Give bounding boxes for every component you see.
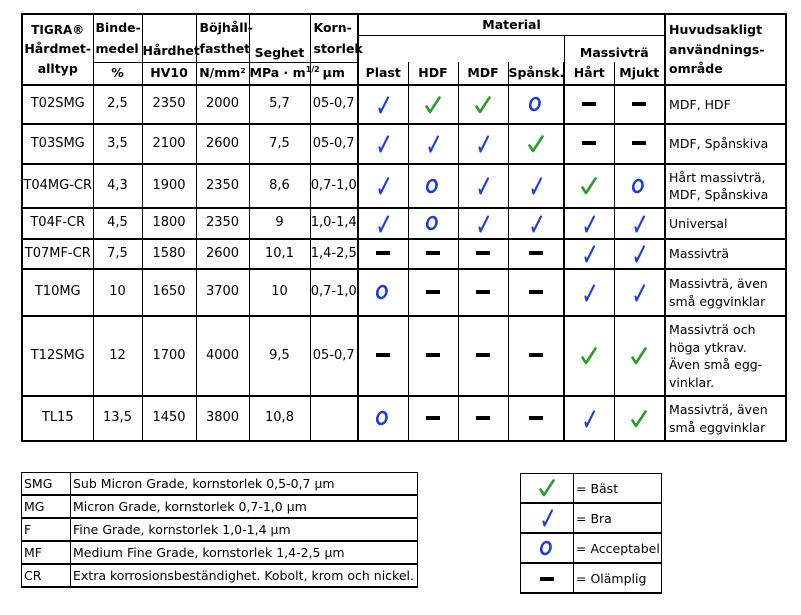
suitability-plastic-cell: [358, 239, 408, 269]
suitability-mdf-cell: [458, 124, 508, 164]
suitability-soft-wood-cell: [614, 164, 665, 208]
acceptable-circle-icon: [426, 178, 440, 194]
good-check-icon: [529, 177, 543, 195]
binder-cell: 4,5: [93, 208, 142, 239]
tigra-grade-table: [21, 13, 787, 442]
acceptable-circle-icon: [376, 410, 390, 426]
grain-size-cell: 05-0,7: [310, 85, 358, 124]
symbol-legend-label: = Bra: [576, 510, 612, 526]
bending-strength-cell: 2000: [196, 85, 249, 124]
abbreviation-code: F: [22, 518, 71, 541]
suitability-soft-wood-cell: [614, 269, 665, 316]
header-material-hdf: HDF: [408, 62, 458, 85]
usage-cell: [665, 239, 786, 269]
suitability-hard-wood-cell: [564, 269, 614, 316]
suitability-mdf-cell: [458, 269, 508, 316]
unsuitable-dash-icon: [476, 251, 490, 255]
best-check-icon: [581, 177, 597, 195]
usage-cell: [665, 269, 786, 316]
abbreviation-code: SMG: [22, 473, 71, 496]
abbreviation-legend: [21, 472, 418, 588]
toughness-cell: 9: [249, 208, 310, 239]
bending-strength-cell: 2600: [196, 239, 249, 269]
suitability-chipboard-cell: [508, 269, 564, 316]
header-usage-line1: Huvudsakligt: [669, 22, 763, 38]
header-grain-unit: µm: [310, 62, 358, 85]
header-usage-line3: område: [669, 61, 723, 77]
suitability-hard-wood-cell: [564, 396, 614, 441]
good-check-icon: [476, 215, 490, 233]
usage-line: vinklar.: [669, 374, 715, 390]
suitability-soft-wood-cell: [614, 85, 665, 124]
grade-row: [22, 396, 786, 441]
unsuitable-dash-icon: [476, 353, 490, 357]
usage-cell: [665, 316, 786, 396]
suitability-chipboard-cell: [508, 85, 564, 124]
header-solid-wood: [564, 35, 665, 62]
suitability-mdf-cell: [458, 396, 508, 441]
hardness-cell: 1450: [142, 396, 196, 441]
header-usage-line2: användnings-: [669, 41, 765, 57]
suitability-hdf-cell: [408, 164, 458, 208]
header-grade-type: [22, 14, 93, 85]
bending-strength-cell: 4000: [196, 316, 249, 396]
header-toughness-unit: [249, 62, 320, 85]
header-solid-wood-label: Massivträ: [579, 45, 649, 61]
header-binder-line2: medel: [95, 41, 139, 57]
abbreviation-row: [22, 473, 418, 496]
header-material-chipboard: Spånsk.: [508, 62, 564, 85]
good-check-icon: [582, 215, 596, 233]
good-check-icon: [376, 96, 390, 114]
abbreviation-row: [22, 564, 418, 587]
suitability-plastic-cell: [358, 85, 408, 124]
toughness-cell: 10,1: [249, 239, 310, 269]
grade-row: [22, 124, 786, 164]
unsuitable-dash-icon: [426, 416, 440, 420]
good-check-icon: [426, 135, 440, 153]
binder-cell: 10: [93, 269, 142, 316]
bending-strength-cell: 2350: [196, 164, 249, 208]
toughness-cell: 10,8: [249, 396, 310, 441]
usage-cell: [665, 396, 786, 441]
unsuitable-dash-icon: [476, 416, 490, 420]
suitability-soft-wood-cell: [614, 239, 665, 269]
symbol-legend-label: = Olämplig: [576, 570, 647, 586]
toughness-cell: 10: [249, 269, 310, 316]
unsuitable-dash-icon: [529, 290, 543, 294]
usage-line: Även små egg-: [669, 357, 763, 372]
grain-size-cell: 1,4-2,5: [310, 239, 358, 269]
unsuitable-dash-icon: [426, 251, 440, 255]
grade-type-cell: T04MG-CR: [22, 164, 93, 208]
unsuitable-dash-icon: [426, 353, 440, 357]
suitability-chipboard-cell: [508, 164, 564, 208]
header-binder-unit: %: [93, 62, 142, 85]
suitability-hdf-cell: [408, 124, 458, 164]
hardness-cell: 1650: [142, 269, 196, 316]
grade-rows: [22, 85, 786, 441]
symbol-legend-row: [521, 563, 662, 593]
grade-row: [22, 269, 786, 316]
suitability-mdf-cell: [458, 316, 508, 396]
acceptable-circle-icon: [632, 178, 646, 194]
suitability-hard-wood-cell: [564, 239, 614, 269]
hardness-cell: 1580: [142, 239, 196, 269]
good-check-icon: [376, 215, 390, 233]
header-bending-line2: fasthet: [199, 41, 251, 57]
grade-type-cell: T04F-CR: [22, 208, 93, 239]
header-grain-line1: Korn-: [313, 19, 352, 35]
hardness-cell: 1700: [142, 316, 196, 396]
unsuitable-dash-icon: [376, 353, 390, 357]
grade-type-cell: T12SMG: [22, 316, 93, 396]
symbol-legend-label: = Acceptabel: [576, 540, 660, 556]
suitability-hdf-cell: [408, 239, 458, 269]
good-check-icon: [632, 215, 646, 233]
suitability-hdf-cell: [408, 396, 458, 441]
abbreviation-row: [22, 495, 418, 518]
bending-strength-cell: 2350: [196, 208, 249, 239]
binder-cell: 13,5: [93, 396, 142, 441]
good-check-icon: [529, 215, 543, 233]
symbol-legend-label: = Bäst: [576, 480, 619, 496]
suitability-mdf-cell: [458, 164, 508, 208]
acceptable-circle-icon: [540, 540, 554, 556]
best-check-icon: [539, 479, 555, 497]
good-check-icon: [632, 284, 646, 302]
good-check-icon: [582, 245, 596, 263]
grade-type-cell: T10MG: [22, 269, 93, 316]
acceptable-circle-icon: [529, 96, 543, 112]
header-bending-strength: [196, 14, 253, 62]
suitability-hard-wood-cell: [564, 164, 614, 208]
suitability-soft-wood-cell: [614, 316, 665, 396]
abbreviation-text: Sub Micron Grade, kornstorlek 0,5-0,7 µm: [71, 473, 418, 496]
header-grain-size: [310, 14, 363, 62]
usage-line: små eggvinklar: [669, 419, 766, 435]
usage-line: Universal: [669, 215, 728, 231]
grade-type-cell: T02SMG: [22, 85, 93, 124]
header-grade-type-line1: TIGRA®: [31, 22, 85, 37]
abbreviation-text: Extra korrosionsbeständighet. Kobolt, krom och nickel.: [71, 564, 418, 587]
good-check-icon: [376, 177, 390, 195]
usage-cell: [665, 85, 786, 124]
best-check-icon: [631, 410, 647, 428]
header-material: [358, 14, 665, 35]
usage-line: MDF, HDF: [669, 96, 731, 112]
unsuitable-dash-icon: [582, 141, 596, 145]
suitability-hdf-cell: [408, 85, 458, 124]
good-check-icon: [540, 509, 554, 527]
suitability-hard-wood-cell: [564, 124, 614, 164]
suitability-plastic-cell: [358, 208, 408, 239]
good-check-icon: [476, 177, 490, 195]
suitability-plastic-cell: [358, 316, 408, 396]
abbreviation-text: Medium Fine Grade, kornstorlek 1,4-2,5 µm: [71, 541, 418, 564]
hardness-cell: 2350: [142, 85, 196, 124]
header-toughness-label: Seghet: [254, 44, 305, 60]
usage-cell: [665, 208, 786, 239]
header-hardness-label: Hårdhet: [142, 42, 200, 58]
header-material-label: Material: [482, 16, 541, 32]
suitability-mdf-cell: [458, 208, 508, 239]
suitability-chipboard-cell: [508, 316, 564, 396]
toughness-cell: 7,5: [249, 124, 310, 164]
bending-strength-cell: 2600: [196, 124, 249, 164]
header-binder: [93, 14, 142, 62]
best-check-icon: [425, 96, 441, 114]
suitability-mdf-cell: [458, 85, 508, 124]
usage-cell: [665, 124, 786, 164]
suitability-hdf-cell: [408, 269, 458, 316]
header-toughness-unit-main: MPa · m: [249, 65, 306, 81]
toughness-cell: 8,6: [249, 164, 310, 208]
unsuitable-dash-icon: [376, 251, 390, 255]
header-binder-line1: Binde-: [95, 19, 141, 35]
abbreviation-row: [22, 518, 418, 541]
header-hardness-unit: HV10: [142, 62, 196, 85]
usage-line: små eggvinklar: [669, 293, 766, 309]
usage-line: Massivträ, även: [669, 402, 768, 417]
header-grade-type-line2: Hårdmet-: [24, 41, 92, 57]
grade-row: [22, 85, 786, 124]
grain-size-cell: [310, 396, 358, 441]
binder-cell: 3,5: [93, 124, 142, 164]
suitability-chipboard-cell: [508, 396, 564, 441]
usage-line: MDF, Spånskiva: [669, 187, 769, 202]
good-check-icon: [582, 284, 596, 302]
header-hardness: [142, 14, 200, 62]
unsuitable-dash-icon: [632, 141, 646, 145]
symbol-legend: [520, 473, 662, 594]
unsuitable-dash-icon: [529, 251, 543, 255]
suitability-hdf-cell: [408, 316, 458, 396]
acceptable-circle-icon: [426, 215, 440, 231]
unsuitable-dash-icon: [582, 102, 596, 106]
suitability-chipboard-cell: [508, 239, 564, 269]
header-bending-line1: Böjhåll-: [199, 19, 253, 35]
usage-line: Massivträ: [669, 246, 730, 262]
best-check-icon: [631, 347, 647, 365]
unsuitable-dash-icon: [476, 290, 490, 294]
acceptable-circle-icon: [376, 284, 390, 300]
symbol-legend-icon-cell: [521, 503, 574, 533]
grain-size-cell: 05-0,7: [310, 124, 358, 164]
usage-cell: [665, 164, 786, 208]
grade-row: [22, 208, 786, 239]
good-check-icon: [582, 410, 596, 428]
abbreviation-code: MG: [22, 495, 71, 518]
grain-size-cell: 1,0-1,4: [310, 208, 358, 239]
abbreviation-row: [22, 541, 418, 564]
suitability-plastic-cell: [358, 269, 408, 316]
usage-line: Massivträ och: [669, 322, 756, 337]
unsuitable-dash-icon: [632, 102, 646, 106]
header-grade-type-line3: alltyp: [37, 60, 78, 76]
abbreviation-code: CR: [22, 564, 71, 587]
binder-cell: 7,5: [93, 239, 142, 269]
header-toughness: [249, 14, 310, 62]
header-toughness-unit-exp: 1/2: [305, 65, 320, 75]
symbol-legend-row: [521, 503, 662, 533]
best-check-icon: [528, 135, 544, 153]
suitability-hdf-cell: [408, 208, 458, 239]
best-check-icon: [581, 347, 597, 365]
grain-size-cell: 05-0,7: [310, 316, 358, 396]
symbol-legend-row: [521, 474, 662, 504]
hardness-cell: 1800: [142, 208, 196, 239]
header-material-spacer: [358, 35, 564, 62]
suitability-plastic-cell: [358, 124, 408, 164]
grade-type-cell: T07MF-CR: [22, 239, 93, 269]
symbol-legend-icon-cell: [521, 563, 574, 593]
suitability-hard-wood-cell: [564, 85, 614, 124]
abbreviation-text: Fine Grade, kornstorlek 1,0-1,4 µm: [71, 518, 418, 541]
header-grain-line2: storlek: [313, 41, 363, 57]
suitability-hard-wood-cell: [564, 208, 614, 239]
suitability-chipboard-cell: [508, 124, 564, 164]
bending-strength-cell: 3700: [196, 269, 249, 316]
hardness-cell: 1900: [142, 164, 196, 208]
header-material-soft-wood: Mjukt: [614, 62, 665, 85]
best-check-icon: [475, 96, 491, 114]
symbol-legend-row: [521, 533, 662, 563]
suitability-hard-wood-cell: [564, 316, 614, 396]
header-material-hard-wood: Hårt: [564, 62, 614, 85]
usage-line: Massivträ, även: [669, 276, 768, 291]
good-check-icon: [376, 135, 390, 153]
unsuitable-dash-icon: [540, 577, 554, 581]
suitability-mdf-cell: [458, 239, 508, 269]
toughness-cell: 9,5: [249, 316, 310, 396]
grade-row: [22, 164, 786, 208]
header-usage: [665, 14, 786, 85]
toughness-cell: 5,7: [249, 85, 310, 124]
usage-line: Hårt massivträ,: [669, 169, 766, 185]
suitability-soft-wood-cell: [614, 396, 665, 441]
grade-row: [22, 239, 786, 269]
binder-cell: 12: [93, 316, 142, 396]
usage-line: MDF, Spånskiva: [669, 136, 769, 152]
header-material-plastic: Plast: [358, 62, 408, 85]
suitability-soft-wood-cell: [614, 208, 665, 239]
usage-line: höga ytkrav.: [669, 339, 747, 355]
hardness-cell: 2100: [142, 124, 196, 164]
abbreviation-code: MF: [22, 541, 71, 564]
header-bending-unit: N/mm²: [196, 62, 249, 85]
abbreviation-text: Micron Grade, kornstorlek 0,7-1,0 µm: [71, 495, 418, 518]
binder-cell: 2,5: [93, 85, 142, 124]
suitability-plastic-cell: [358, 164, 408, 208]
unsuitable-dash-icon: [529, 353, 543, 357]
binder-cell: 4,3: [93, 164, 142, 208]
grain-size-cell: 0,7-1,0: [310, 164, 358, 208]
symbol-legend-icon-cell: [521, 533, 574, 563]
symbol-legend-icon-cell: [521, 474, 574, 504]
unsuitable-dash-icon: [529, 416, 543, 420]
bending-strength-cell: 3800: [196, 396, 249, 441]
unsuitable-dash-icon: [426, 290, 440, 294]
suitability-plastic-cell: [358, 396, 408, 441]
good-check-icon: [476, 135, 490, 153]
suitability-chipboard-cell: [508, 208, 564, 239]
grade-row: [22, 316, 786, 396]
grain-size-cell: 0,7-1,0: [310, 269, 358, 316]
good-check-icon: [632, 245, 646, 263]
header-material-mdf: MDF: [458, 62, 508, 85]
grade-type-cell: TL15: [22, 396, 93, 441]
suitability-soft-wood-cell: [614, 124, 665, 164]
grade-type-cell: T03SMG: [22, 124, 93, 164]
